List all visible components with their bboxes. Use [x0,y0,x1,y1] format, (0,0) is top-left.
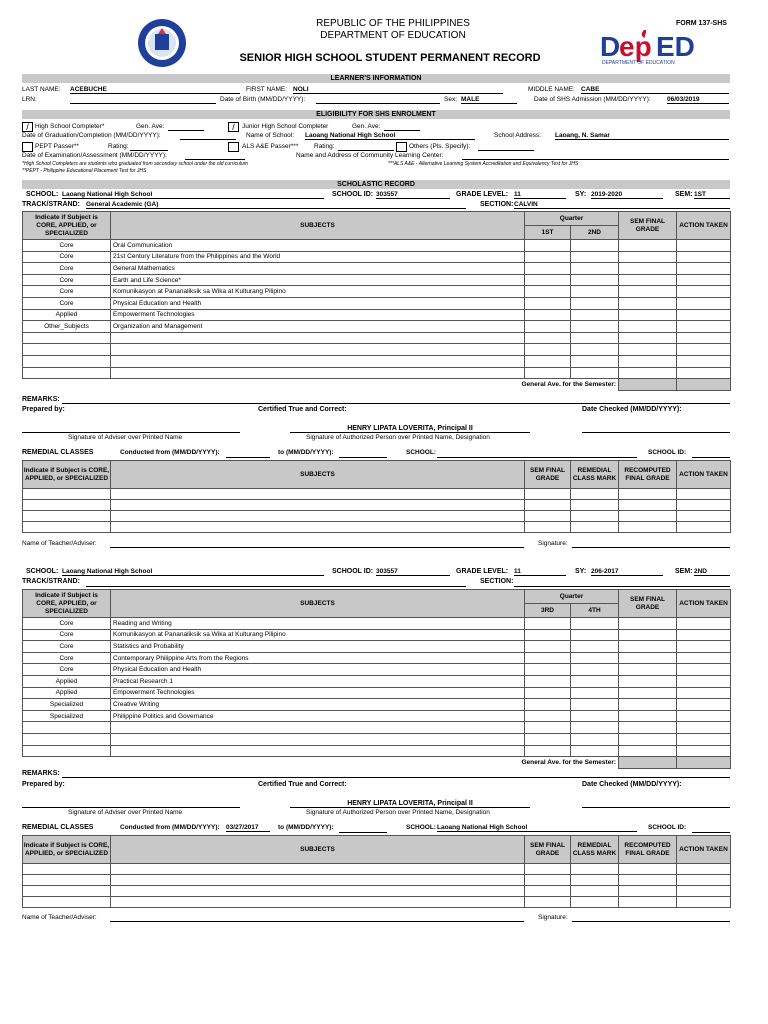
table-row [23,500,731,511]
als-rating-line [338,150,394,151]
sem2-rem-school-id-label: SCHOOL ID: [648,824,687,831]
sem2-to-label: to (MM/DD/YYYY): [278,824,334,831]
sem1-rem-sem-final-header: SEM FINAL GRADE [525,461,571,489]
sem2-to-line [339,832,387,833]
sem2-rem-recomputed-header: RECOMPUTED FINAL GRADE [619,836,677,864]
school-address-label: School Address: [494,132,541,139]
subject-name: Komunikasyon at Pananaliksik sa Wika at Kulturang Pilipino [111,286,525,298]
subject-name: Organization and Management [111,321,525,333]
eligibility-header: ELIGIBILITY FOR SHS ENROLMENT [22,110,730,119]
school-address-value: Laoang, N. Samar [555,132,729,140]
sem2-q3-header: 3RD [525,604,571,618]
sem1-certified-label: Certified True and Correct: [258,406,347,413]
table-row [23,710,731,722]
sem1-signature-label: Signature: [538,540,568,547]
sem2-adviser-line [22,807,240,808]
deped-logo [600,28,710,66]
table-row [23,722,731,734]
admission-label: Date of SHS Admission (MM/DD/YYYY): [534,96,651,103]
sem2-indicate-header: Indicate if Subject is CORE, APPLIED, or SPECIALIZED [23,590,111,618]
jhs-gen-ave-line [384,130,420,131]
sem1-rem-school-id-label: SCHOOL ID: [648,449,687,456]
first-name-label: FIRST NAME: [246,86,288,93]
subject-type: Other_Subjects [23,321,111,333]
table-row [23,886,731,897]
sem2-conducted-label: Conducted from (MM/DD/YYYY): [120,824,220,831]
subject-name: Practical Research 1 [111,675,525,687]
sem2-certified-label: Certified True and Correct: [258,781,347,788]
sem1-teacher-line [110,547,524,548]
sem1-school-label: SCHOOL: [26,191,59,198]
sem1-remarks-line [62,403,730,404]
hs-gen-ave-line [168,130,204,131]
table-row [23,286,731,298]
last-name-label: LAST NAME: [22,86,61,93]
svg-text:ep: ep [619,31,652,62]
sem1-school-id-label: SCHOOL ID: [332,191,374,198]
table-row [23,745,731,757]
subject-type: Applied [23,687,111,699]
sem2-remarks-label: REMARKS: [22,770,60,777]
table-row [23,864,731,875]
sem2-teacher-line [110,921,524,922]
sem1-sig-adviser-caption: Signature of Adviser over Printed Name [68,434,183,441]
sem1-remedial-label: REMEDIAL CLASSES [22,449,94,456]
svg-text:ED: ED [656,31,695,62]
subject-type: Core [23,641,111,653]
subject-type: Specialized [23,699,111,711]
sem1-quarter-header: Quarter [525,212,619,226]
page-title: SENIOR HIGH SCHOOL STUDENT PERMANENT RECORD [239,52,541,64]
sem2-conducted-value: 03/27/2017 [226,824,270,832]
sem2-track-value [86,578,466,587]
sem2-grades-table [22,589,731,769]
sem2-action-header: ACTION TAKEN [677,590,731,618]
sem2-remedial-label: REMEDIAL CLASSES [22,824,94,831]
table-row [23,699,731,711]
sem1-q2-header: 2ND [571,226,619,240]
svg-text:D: D [600,31,621,62]
subject-type: Core [23,297,111,309]
sem1-grade-value: 11 [514,191,566,199]
sem2-sy-value: 206-2017 [591,568,663,576]
sem2-sig-adviser-caption: Signature of Adviser over Printed Name [68,809,183,816]
middle-name-value: CABE [581,86,729,94]
sem1-remedial-table [22,460,731,533]
sem2-principal: HENRY LIPATA LOVERITA, Principal II [347,800,473,807]
admission-value: 06/03/2019 [667,96,729,104]
sem1-sy-label: SY: [575,191,587,198]
subject-type: Core [23,286,111,298]
lrn-value [70,96,216,104]
sem2-school-id-label: SCHOOL ID: [332,568,374,575]
clc-line [462,159,729,160]
subject-type: Specialized [23,710,111,722]
subject-name: Contemporary Philippine Arts from the Regions [111,652,525,664]
subject-name: Statistics and Probability [111,641,525,653]
sem1-indicate-header: Indicate if Subject is CORE, APPLIED, or SPECIALIZED [23,212,111,240]
subject-type: Core [23,618,111,630]
sem2-rem-indicate-header: Indicate if Subject is CORE, APPLIED, or SPECIALIZED [23,836,111,864]
subject-type: Core [23,629,111,641]
subject-name: Physical Education and Health [111,297,525,309]
table-row [23,875,731,886]
sem1-general-average-label: General Ave. for the Semester: [23,379,619,391]
subject-name: Komunikasyon at Pananaliksik sa Wika at Kulturang Pilipino [111,629,525,641]
sem2-signature-line [572,921,730,922]
sem1-remarks-label: REMARKS: [22,396,60,403]
sem1-rem-action-header: ACTION TAKEN [677,461,731,489]
jhs-completer-label: Junior High School Completer [242,123,329,130]
sem1-prepared-label: Prepared by: [22,406,65,413]
clc-label: Name and Address of Community Learning Center: [296,152,444,159]
sem1-sem-final-header: SEM FINAL GRADE [619,212,677,240]
subject-name: General Mathematics [111,263,525,275]
sem1-adviser-line [22,432,240,433]
sem2-q4-header: 4TH [571,604,619,618]
sem1-rem-school-id-line [692,457,730,458]
sem2-rem-mark-header: REMEDIAL CLASS MARK [571,836,619,864]
dob-value [316,96,440,104]
sem1-sy-value: 2019-2020 [591,191,663,199]
sem1-date-checked-line [582,432,730,433]
table-row [23,321,731,333]
table-row [23,687,731,699]
sem1-rem-subjects-header: SUBJECTS [111,461,525,489]
pept-rating-label: Rating: [108,143,129,150]
last-name-value: ACEBUCHE [70,86,240,94]
table-row [23,629,731,641]
sem2-rem-school-id-line [692,832,730,833]
sem2-date-checked-line [582,807,730,808]
sem2-remarks-line [62,777,730,778]
svg-text:DEPARTMENT OF EDUCATION: DEPARTMENT OF EDUCATION [602,60,675,66]
sem2-rem-action-header: ACTION TAKEN [677,836,731,864]
sem1-rem-school-label: SCHOOL: [406,449,436,456]
sem2-remedial-table [22,835,731,908]
deped-seal [128,18,196,68]
scholastic-header: SCHOLASTIC RECORD [22,180,730,189]
sem1-sem-label: SEM: [675,191,693,198]
sem2-signature-label: Signature: [538,914,568,921]
dob-label: Date of Birth (MM/DD/YYYY): [220,96,306,103]
table-row [23,511,731,522]
jhs-completer-checkbox[interactable]: / [228,122,239,132]
sem2-rem-school-label: SCHOOL: [406,824,436,831]
sem1-date-checked-label: Date Checked (MM/DD/YYYY): [582,406,682,413]
jhs-gen-ave-label: Gen. Ave: [352,123,381,130]
subject-type: Core [23,664,111,676]
sem1-rem-recomputed-header: RECOMPUTED FINAL GRADE [619,461,677,489]
sem1-subjects-header: SUBJECTS [111,212,525,240]
lrn-label: LRN: [22,96,37,103]
sem1-track-label: TRACK/STRAND: [22,201,80,208]
first-name-value: NOLI [293,86,503,94]
sex-value: MALE [461,96,517,104]
table-row [23,355,731,367]
department-text: DEPARTMENT OF EDUCATION [320,30,466,41]
pept-label: PEPT Passer** [35,143,79,150]
subject-type: Applied [23,675,111,687]
sem2-section-label: SECTION: [480,578,514,585]
sem2-track-label: TRACK/STRAND: [22,578,80,585]
sem1-conducted-value [226,449,270,458]
sem1-grades-table [22,211,731,391]
sem2-prepared-label: Prepared by: [22,781,65,788]
subject-name: Oral Communication [111,240,525,252]
table-row [23,652,731,664]
hs-completer-label: High School Completer* [35,123,105,130]
subject-type: Core [23,263,111,275]
sem1-grade-label: GRADE LEVEL: [456,191,509,198]
sex-label: Sex: [444,96,458,103]
sem2-rem-sem-final-header: SEM FINAL GRADE [525,836,571,864]
date-graduation-line [180,139,236,140]
footnote-1: *High School Completers are students who graduated from secondary school under the old curriculum [22,161,248,167]
sem2-grade-value: 11 [514,568,566,576]
als-checkbox[interactable] [228,142,239,152]
sem2-school-value: Laoang National High School [62,568,324,576]
sem2-quarter-header: Quarter [525,590,619,604]
sem2-authorized-line [290,807,530,808]
sem2-rem-school-value: Laoang National High School [437,824,637,832]
middle-name-label: MIDDLE NAME: [528,86,575,93]
name-school-value: Laoang National High School [305,132,475,140]
sem2-general-average-label: General Ave. for the Semester: [23,757,619,769]
sem2-teacher-label: Name of Teacher/Adviser: [22,914,97,921]
subject-name: Earth and Life Science* [111,274,525,286]
republic-text: REPUBLIC OF THE PHILIPPINES [316,18,470,29]
table-row [23,675,731,687]
learner-info-header: LEARNER'S INFORMATION [22,74,730,83]
hs-completer-checkbox[interactable]: / [22,122,33,132]
subject-type: Core [23,240,111,252]
sem1-action-header: ACTION TAKEN [677,212,731,240]
sem1-rem-mark-header: REMEDIAL CLASS MARK [571,461,619,489]
sem2-sy-label: SY: [575,568,587,575]
sem2-rem-subjects-header: SUBJECTS [111,836,525,864]
subject-type: Core [23,251,111,263]
name-school-label: Name of School: [246,132,295,139]
date-graduation-label: Date of Graduation/Completion (MM/DD/YYYY): [22,132,161,139]
subject-type: Applied [23,309,111,321]
sem2-subjects-header: SUBJECTS [111,590,525,618]
table-row [23,344,731,356]
sem1-track-value: General Academic (GA) [86,201,466,209]
subject-type: Core [23,652,111,664]
table-row [23,618,731,630]
table-row [23,897,731,908]
sem1-school-id-value: 303557 [376,191,450,199]
subject-name: Reading and Writing [111,618,525,630]
sem2-sem-final-header: SEM FINAL GRADE [619,590,677,618]
sem2-sem-value: 2ND [694,568,730,576]
subject-name: Creative Writing [111,699,525,711]
table-row [23,367,731,379]
form-number: FORM 137-SHS [676,20,727,27]
table-row [23,251,731,263]
sem1-rem-school-value [437,449,637,458]
sem1-to-label: to (MM/DD/YYYY): [278,449,334,456]
pept-checkbox[interactable] [22,142,33,152]
others-label: Others (Pls. Specify): [409,143,471,150]
table-row [23,263,731,275]
subject-name: Physical Education and Health [111,664,525,676]
als-label: ALS A&E Passer*** [242,143,299,150]
sem2-grade-label: GRADE LEVEL: [456,568,509,575]
sem1-sem-value: 1ST [694,191,730,199]
sem1-teacher-label: Name of Teacher/Adviser: [22,540,97,547]
sem1-authorized-line [290,432,530,433]
table-row [23,240,731,252]
sem2-school-label: SCHOOL: [26,568,59,575]
sem1-q1-header: 1ST [525,226,571,240]
table-row [23,641,731,653]
sem2-school-id-value: 303557 [376,568,450,576]
footnote-2: ***ALS A&E - Alternative Learning System Accreditation and Equivalency Test for JHS [388,161,579,167]
sem2-date-checked-label: Date Checked (MM/DD/YYYY): [582,781,682,788]
sem2-sem-label: SEM: [675,568,693,575]
others-line [478,150,534,151]
table-row [23,489,731,500]
subject-name: 21st Century Literature from the Philippines and the World [111,251,525,263]
table-row [23,733,731,745]
table-row [23,309,731,321]
sem1-school-value: Laoang National High School [62,191,324,199]
sem1-to-line [339,457,387,458]
table-row [23,297,731,309]
subject-name: Philippine Politics and Governance [111,710,525,722]
footnote-3: **PEPT - Philippine Educational Placement Test for JHS [22,168,147,174]
sem1-section-label: SECTION: [480,201,514,208]
sem1-section-value: CALVIN [514,201,730,209]
table-row [23,332,731,344]
others-checkbox[interactable] [396,142,407,152]
subject-name: Empowerment Technologies [111,309,525,321]
sem1-principal: HENRY LIPATA LOVERITA, Principal II [347,425,473,432]
table-row [23,664,731,676]
date-exam-label: Date of Examination/Assessment (MM/DD/YYYY): [22,152,167,159]
sem2-sig-authorized-caption: Signature of Authorized Person over Printed Name, Designation [306,809,490,816]
pept-rating-line [130,150,168,151]
table-row [23,274,731,286]
sem1-sig-authorized-caption: Signature of Authorized Person over Printed Name, Designation [306,434,490,441]
subject-type: Core [23,274,111,286]
sem1-signature-line [572,547,730,548]
sem2-section-value [514,578,730,587]
sem1-rem-indicate-header: Indicate if Subject is CORE, APPLIED, or SPECIALIZED [23,461,111,489]
hs-gen-ave-label: Gen. Ave: [136,123,165,130]
table-row [23,522,731,533]
date-exam-line [185,159,245,160]
als-rating-label: Rating: [314,143,335,150]
sem1-conducted-label: Conducted from (MM/DD/YYYY): [120,449,220,456]
subject-name: Empowerment Technologies [111,687,525,699]
